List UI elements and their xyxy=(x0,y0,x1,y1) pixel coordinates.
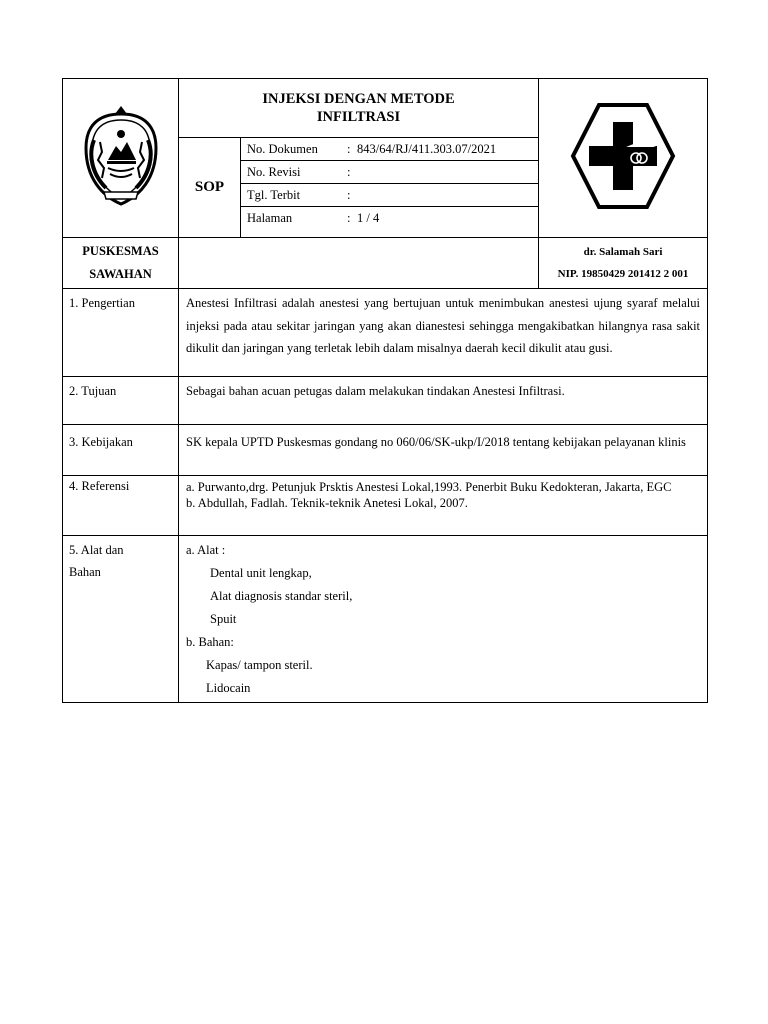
puskesmas-logo-icon xyxy=(566,100,680,212)
blank-cell xyxy=(179,238,539,289)
alat-item: Dental unit lengkap, xyxy=(210,566,312,580)
info-value-dokumen: 843/64/RJ/411.303.07/2021 xyxy=(355,138,538,161)
alat-heading: a. Alat : xyxy=(186,543,226,557)
title-line-1: INJEKSI DENGAN METODE xyxy=(262,91,455,107)
alat-item: Spuit xyxy=(210,612,237,626)
section-label-referensi: 4. Referensi xyxy=(63,476,179,536)
organization-name xyxy=(63,238,179,289)
label-line-1: 5. Alat dan xyxy=(69,543,124,557)
section-label-kebijakan: 3. Kebijakan xyxy=(63,425,179,476)
info-key-terbit: Tgl. Terbit xyxy=(241,184,347,207)
puskesmas-symbol-cell xyxy=(539,79,708,238)
sop-document xyxy=(62,78,707,703)
info-key-halaman: Halaman xyxy=(247,210,293,225)
section-row-referensi xyxy=(63,476,708,536)
signatory-name: dr. Salamah Sari xyxy=(583,246,663,258)
info-key-dokumen: No. Dokumen xyxy=(241,138,347,161)
reference-item: a. Purwanto,drg. Petunjuk Prsktis Anestesi Lokal,1993. Penerbit Buku Kedokteran, Jakarta, EGC xyxy=(186,480,672,494)
document-info-cell xyxy=(241,138,539,238)
section-row-alat-bahan xyxy=(63,536,708,703)
info-colon: : xyxy=(347,210,351,225)
bahan-item: Kapas/ tampon steril. xyxy=(206,658,313,672)
info-value-halaman: 1 / 4 xyxy=(357,210,380,225)
document-info-table xyxy=(241,138,538,229)
reference-item: b. Abdullah, Fadlah. Teknik-teknik Anetesi Lokal, 2007. xyxy=(186,496,468,510)
info-key-revisi: No. Revisi xyxy=(241,161,347,184)
section-list-referensi xyxy=(179,476,708,536)
bahan-heading: b. Bahan: xyxy=(186,635,234,649)
signatory-cell xyxy=(539,238,708,289)
section-label-tujuan: 2. Tujuan xyxy=(63,377,179,425)
signatory-nip: NIP. 19850429 201412 2 001 xyxy=(557,268,689,280)
sop-table xyxy=(62,78,708,703)
section-row-tujuan xyxy=(63,377,708,425)
section-text-tujuan: Sebagai bahan acuan petugas dalam melakukan tindakan Anestesi Infiltrasi. xyxy=(179,377,708,425)
info-colon: : xyxy=(347,184,355,207)
section-row-kebijakan xyxy=(63,425,708,476)
section-label-alat-bahan xyxy=(63,536,179,703)
info-value-terbit xyxy=(355,184,538,207)
info-value-revisi xyxy=(355,161,538,184)
regency-emblem-icon xyxy=(80,100,162,212)
title-line-2: INFILTRASI xyxy=(316,109,401,125)
document-title xyxy=(179,79,539,138)
info-colon: : xyxy=(347,138,355,161)
section-text-pengertian: Anestesi Infiltrasi adalah anestesi yang bertujuan untuk menimbukan anestesi ujung syaraf melalui injeksi pada atau sekitar jaringan yang akan dianestesi sehingga mengakibatkan hilangnya rasa sakit dikulit dan jaringan yang terletak lebih dalam misalnya daerah kecil dikulit atau gusi. xyxy=(179,289,708,377)
section-label-pengertian: 1. Pengertian xyxy=(63,289,179,377)
regency-emblem-cell xyxy=(63,79,179,238)
org-line-1: PUSKESMAS xyxy=(82,244,159,258)
alat-item: Alat diagnosis standar steril, xyxy=(210,589,353,603)
label-line-2: Bahan xyxy=(69,565,101,579)
bahan-item: Lidocain xyxy=(206,681,251,695)
section-list-alat-bahan xyxy=(179,536,708,703)
sop-label: SOP xyxy=(179,138,241,238)
section-text-kebijakan: SK kepala UPTD Puskesmas gondang no 060/06/SK-ukp/I/2018 tentang kebijakan pelayanan klinis xyxy=(179,425,708,476)
org-line-2: SAWAHAN xyxy=(89,267,152,281)
info-colon: : xyxy=(347,161,355,184)
section-row-pengertian xyxy=(63,289,708,377)
